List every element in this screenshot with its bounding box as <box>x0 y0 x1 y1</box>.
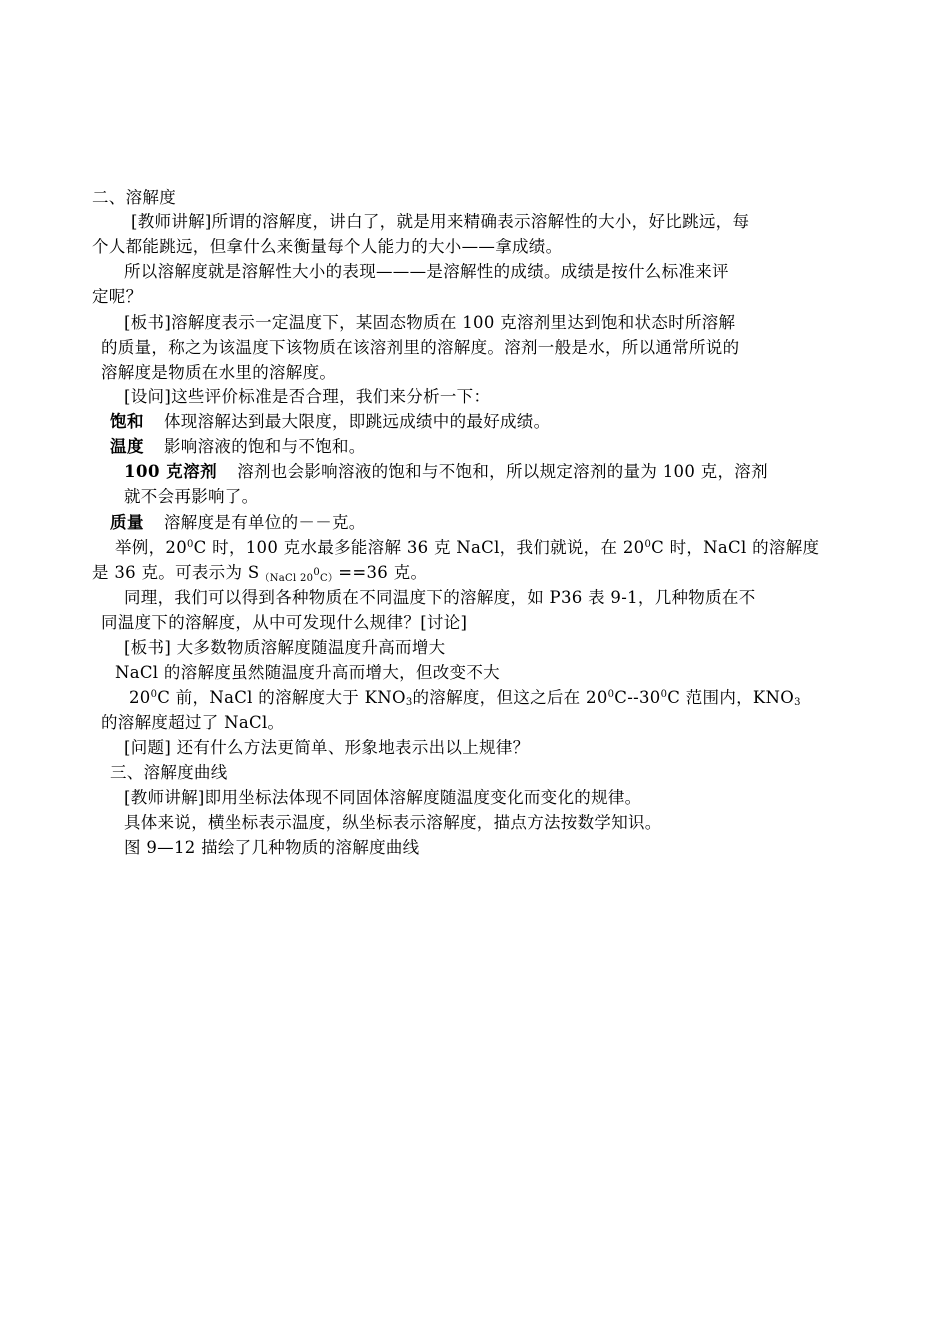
term-text: 溶解度是有单位的－－克。 <box>164 513 366 532</box>
term-label: 温度 <box>110 437 144 456</box>
section-heading-solubility-curve: 三、溶解度曲线 <box>110 763 228 782</box>
paragraph-line: 溶解度是物质在水里的溶解度。 <box>101 363 337 382</box>
paragraph-line: [教师讲解]即用坐标法体现不同固体溶解度随温度变化而变化的规律。 <box>124 788 642 807</box>
paragraph-line: 具体来说，横坐标表示温度，纵坐标表示溶解度，描点方法按数学知识。 <box>124 813 662 832</box>
example-line: 是 36 克。可表示为 S（NaCl $20^0C)==36$ 克。 <box>92 563 428 584</box>
kno3-line: $20^0C$ 前，NaCl 的溶解度大于 $KNO_3$的溶解度，但这之后在 $20^0C--30^0C$ 范围内，$KNO_3$ <box>129 688 801 708</box>
term-line-saturation <box>110 410 550 434</box>
paragraph-line: 图 9—12 描绘了几种物质的溶解度曲线 <box>124 838 420 857</box>
term-line-mass <box>110 511 366 535</box>
paragraph-line: 的质量，称之为该温度下该物质在该溶剂里的溶解度。溶剂一般是水，所以通常所说的 <box>101 338 740 357</box>
term-line-solvent <box>124 460 768 484</box>
paragraph-line: 的溶解度超过了 NaCl。 <box>101 713 285 732</box>
paragraph-line: 同理，我们可以得到各种物质在不同温度下的溶解度，如 P36 表 9-1，几种物质在不 <box>124 588 756 607</box>
paragraph-line: [教师讲解]所谓的溶解度，讲白了，就是用来精确表示溶解性的大小，好比跳远，每 <box>131 212 750 231</box>
term-line-temperature <box>110 435 366 459</box>
question-line: [问题] 还有什么方法更简单、形象地表示出以上规律？ <box>124 738 530 757</box>
term-label: 质量 <box>110 513 144 532</box>
paragraph-line: NaCl 的溶解度虽然随温度升高而增大，但改变不大 <box>115 663 500 682</box>
term-text: 溶剂也会影响溶液的饱和与不饱和，所以规定溶剂的量为 100 克，溶剂 <box>237 462 768 481</box>
paragraph-line: 个人都能跳远，但拿什么来衡量每个人能力的大小——拿成绩。 <box>92 237 563 256</box>
term-text: 体现溶解达到最大限度，即跳远成绩中的最好成绩。 <box>164 412 551 431</box>
example-line: 举例，$20^0C$ 时，100 克水最多能溶解 36 克 NaCl，我们就说，在 $20^0C$ 时，NaCl 的溶解度 <box>115 538 820 557</box>
paragraph-line: 所以溶解度就是溶解性大小的表现———是溶解性的成绩。成绩是按什么标准来评 <box>124 262 729 281</box>
term-label: 饱和 <box>110 412 144 431</box>
term-text: 影响溶液的饱和与不饱和。 <box>164 437 366 456</box>
paragraph-line: [设问]这些评价标准是否合理，我们来分析一下： <box>124 387 491 406</box>
term-label: 100 克溶剂 <box>124 462 218 481</box>
paragraph-line: 同温度下的溶解度，从中可发现什么规律？[讨论] <box>101 613 468 632</box>
subscript-condition: （NaCl $20^0C$） <box>259 567 339 584</box>
paragraph-line: 就不会再影响了。 <box>124 487 259 506</box>
paragraph-line: [板书]溶解度表示一定温度下，某固态物质在 100 克溶剂里达到饱和状态时所溶解 <box>124 313 736 332</box>
section-heading-solubility: 二、溶解度 <box>92 188 176 207</box>
paragraph-line: 定呢？ <box>92 287 143 306</box>
board-note: [板书] 大多数物质溶解度随温度升高而增大 <box>124 638 446 657</box>
